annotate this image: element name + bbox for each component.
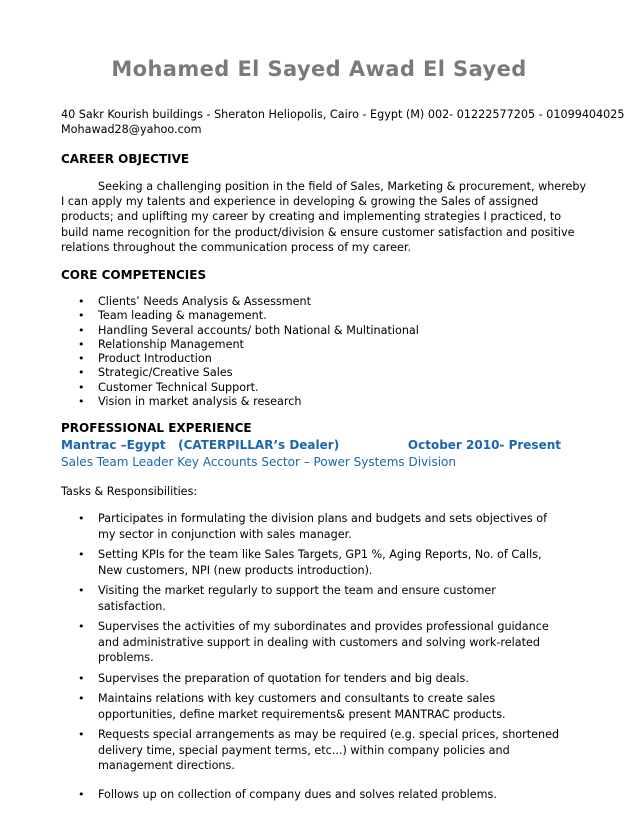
career-objective-text — [61, 179, 591, 255]
responsibility-text: Follows up on collection of company dues and solves related problems. — [98, 787, 497, 801]
bullet-icon: • — [78, 323, 85, 337]
responsibility-text: Visiting the market regularly to support the team and ensure customer satisfaction. — [98, 584, 496, 613]
responsibility-item — [61, 583, 567, 614]
competency-label: Customer Technical Support. — [98, 380, 259, 394]
competencies-list — [61, 295, 419, 409]
job-company: Mantrac –Egypt (CATERPILLAR’s Dealer) — [61, 438, 340, 452]
bullet-icon: • — [78, 728, 85, 741]
job-header — [61, 438, 561, 452]
competency-label: Vision in market analysis & research — [98, 395, 302, 409]
responsibility-item — [61, 511, 567, 542]
responsibility-item — [61, 547, 567, 578]
job-title: Sales Team Leader Key Accounts Sector – Power Systems Division — [61, 455, 456, 469]
career-objective-heading: CAREER OBJECTIVE — [61, 152, 190, 166]
candidate-name: Mohamed El Sayed Awad El Sayed — [111, 57, 527, 81]
competency-label: Strategic/Creative Sales — [98, 366, 233, 380]
competency-item — [61, 309, 419, 323]
competency-item — [61, 381, 419, 395]
responsibility-text: Supervises the preparation of quotation for tenders and big deals. — [98, 671, 469, 685]
competency-label: Team leading & management. — [98, 309, 267, 323]
competency-item — [61, 295, 419, 309]
competency-item — [61, 324, 419, 338]
bullet-icon: • — [78, 295, 85, 308]
core-competencies-heading: CORE COMPETENCIES — [61, 268, 207, 282]
bullet-icon: • — [78, 366, 85, 380]
bullet-icon: • — [78, 512, 85, 525]
responsibility-item — [61, 619, 567, 666]
competency-label: Clients’ Needs Analysis & Assessment — [98, 295, 311, 308]
responsibility-item — [61, 787, 567, 803]
competency-item — [61, 338, 419, 352]
competency-label: Relationship Management — [98, 337, 244, 351]
bullet-icon: • — [78, 309, 85, 323]
responsibilities-list — [61, 511, 567, 802]
bullet-icon: • — [78, 620, 85, 633]
competency-label: Product Introduction — [98, 352, 212, 366]
competency-item — [61, 395, 419, 409]
bullet-icon: • — [78, 692, 85, 705]
responsibility-item — [61, 671, 567, 687]
bullet-icon: • — [78, 380, 85, 394]
bullet-icon: • — [78, 787, 85, 801]
contact-address-phone: 40 Sakr Kourish buildings - Sheraton Heliopolis, Cairo - Egypt (M) 002- 01222577205 - 01099404025 — [61, 108, 625, 121]
responsibility-text: Supervises the activities of my subordinates and provides professional guidance and administrative support in dealing with customers and solving work-related problems. — [98, 620, 549, 664]
tasks-label: Tasks & Responsibilities: — [61, 485, 198, 498]
responsibility-text: Participates in formulating the division plans and budgets and sets objectives of my sector in conjunction with sales manager. — [98, 512, 548, 541]
responsibility-text: Requests special arrangements as may be required (e.g. special prices, shortened delivery time, special payment terms, etc...) within company policies and management directions. — [98, 728, 560, 772]
job-dates: October 2010- Present — [407, 438, 561, 452]
responsibility-text: Maintains relations with key customers and consultants to create sales opportunities, define market requirements& present MANTRAC products. — [98, 692, 506, 721]
contact-block — [61, 107, 625, 137]
competency-label: Handling Several accounts/ both National & Multinational — [98, 323, 419, 337]
professional-experience-heading: PROFESSIONAL EXPERIENCE — [61, 421, 252, 435]
responsibility-text: Setting KPIs for the team like Sales Targets, GP1 %, Aging Reports, No. of Calls, New customers, NPI (new products introduction). — [98, 548, 542, 577]
bullet-icon: • — [78, 352, 85, 366]
objective-paragraph: Seeking a challenging position in the field of Sales, Marketing & procurement, whereby I can apply my talents and experience in developing & growing the Sales of assigned products; and uplifting my career by creating and implementing strategies I practiced, to build name recognition for the product/division & ensure customer satisfaction and positive relations throughout the communication process of my career. — [61, 180, 587, 254]
bullet-icon: • — [78, 671, 85, 685]
bullet-icon: • — [78, 548, 85, 561]
contact-email: Mohawad28@yahoo.com — [61, 123, 202, 136]
competency-item — [61, 352, 419, 366]
bullet-icon: • — [78, 337, 85, 351]
bullet-icon: • — [78, 395, 85, 409]
bullet-icon: • — [78, 584, 85, 597]
competency-item — [61, 366, 419, 380]
responsibility-item — [61, 691, 567, 722]
responsibility-item — [61, 727, 567, 774]
